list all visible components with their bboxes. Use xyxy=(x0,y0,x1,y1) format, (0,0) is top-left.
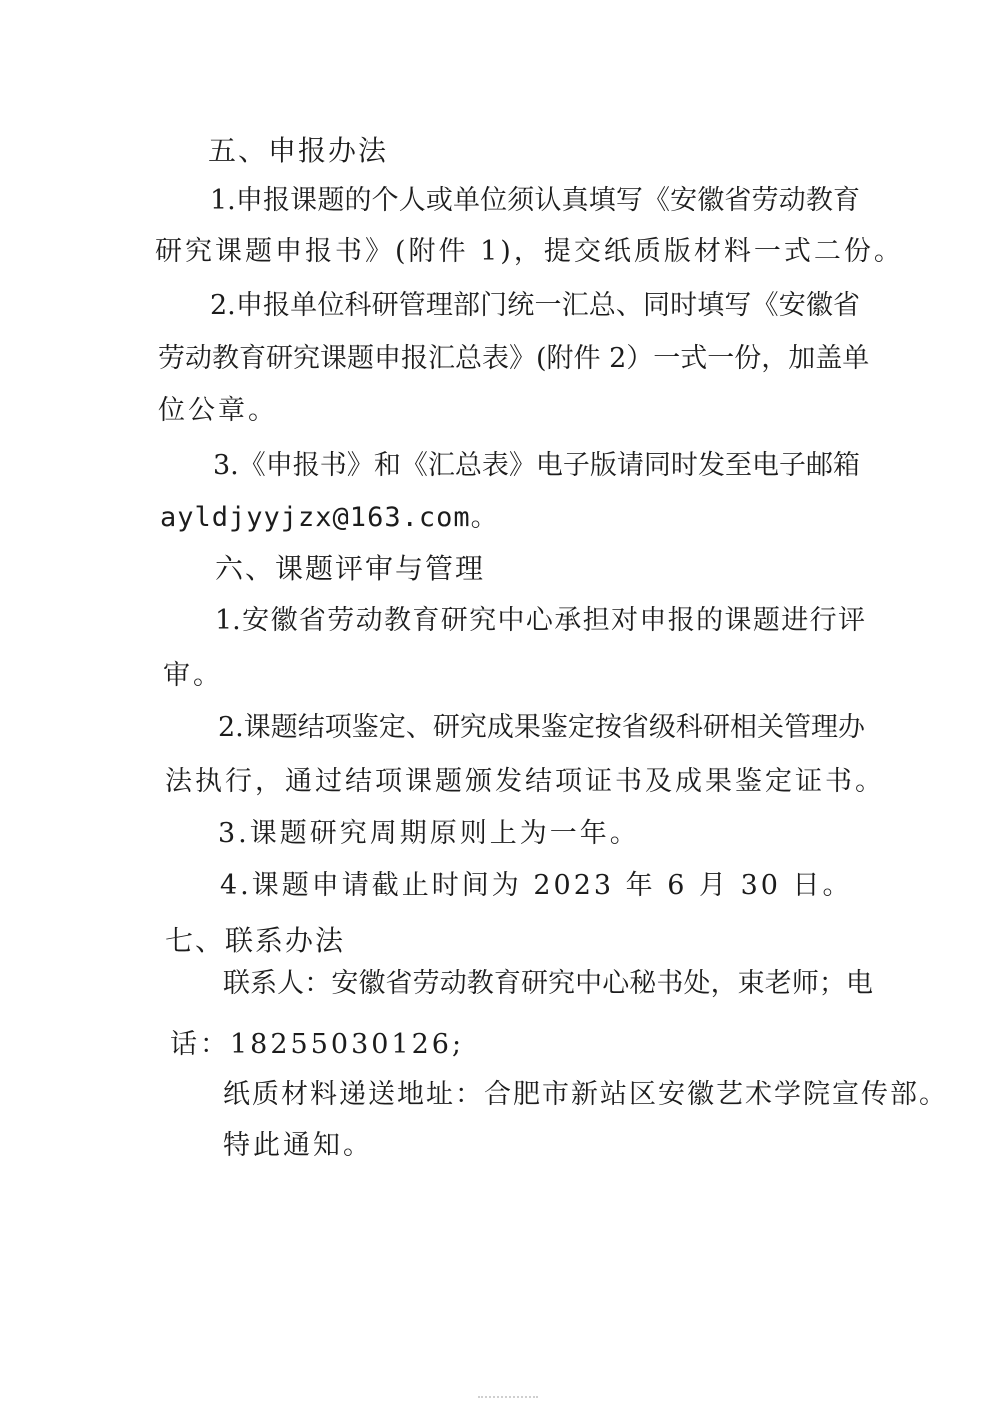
s5-p3-line1: 3.《申报书》和《汇总表》电子版请同时发至电子邮箱 xyxy=(213,450,860,481)
s7-address: 纸质材料递送地址：合肥市新站区安徽艺术学院宣传部。 xyxy=(223,1079,948,1110)
s5-p1-line1: 1.申报课题的个人或单位须认真填写《安徽省劳动教育 xyxy=(210,185,860,216)
s6-p1-line1: 1.安徽省劳动教育研究中心承担对申报的课题进行评 xyxy=(215,605,865,636)
s5-p1-line2: 研究课题申报书》(附件 1)，提交纸质版材料一式二份。 xyxy=(155,236,904,267)
s6-p1-line2: 审。 xyxy=(163,660,223,691)
s5-p2-line1: 2.申报单位科研管理部门统一汇总、同时填写《安徽省 xyxy=(210,290,860,321)
section-heading-7: 七、联系办法 xyxy=(165,924,346,957)
s5-p2-line3: 位公章。 xyxy=(158,395,278,426)
s6-p2-line1: 2.课题结项鉴定、研究成果鉴定按省级科研相关管理办 xyxy=(218,712,865,743)
s7-contact-line2-phone: 话：18255030126; xyxy=(170,1029,465,1060)
section-heading-5: 五、申报办法 xyxy=(208,134,389,167)
section-heading-6: 六、课题评审与管理 xyxy=(215,552,486,585)
s7-closing: 特此通知。 xyxy=(223,1130,373,1161)
s6-p2-line2: 法执行，通过结项课题颁发结项证书及成果鉴定证书。 xyxy=(165,766,885,797)
s5-p3-line2-email: ayldjyyjzx@163.com。 xyxy=(160,502,499,533)
s6-p4: 4.课题申请截止时间为 2023 年 6 月 30 日。 xyxy=(220,870,853,901)
s7-contact-line1: 联系人：安徽省劳动教育研究中心秘书处，束老师；电 xyxy=(223,968,873,999)
s6-p3: 3.课题研究周期原则上为一年。 xyxy=(218,818,640,849)
page-footer-mark xyxy=(478,1396,538,1404)
s5-p2-line2: 劳动教育研究课题申报汇总表》(附件 2）一式一份，加盖单 xyxy=(158,343,870,374)
